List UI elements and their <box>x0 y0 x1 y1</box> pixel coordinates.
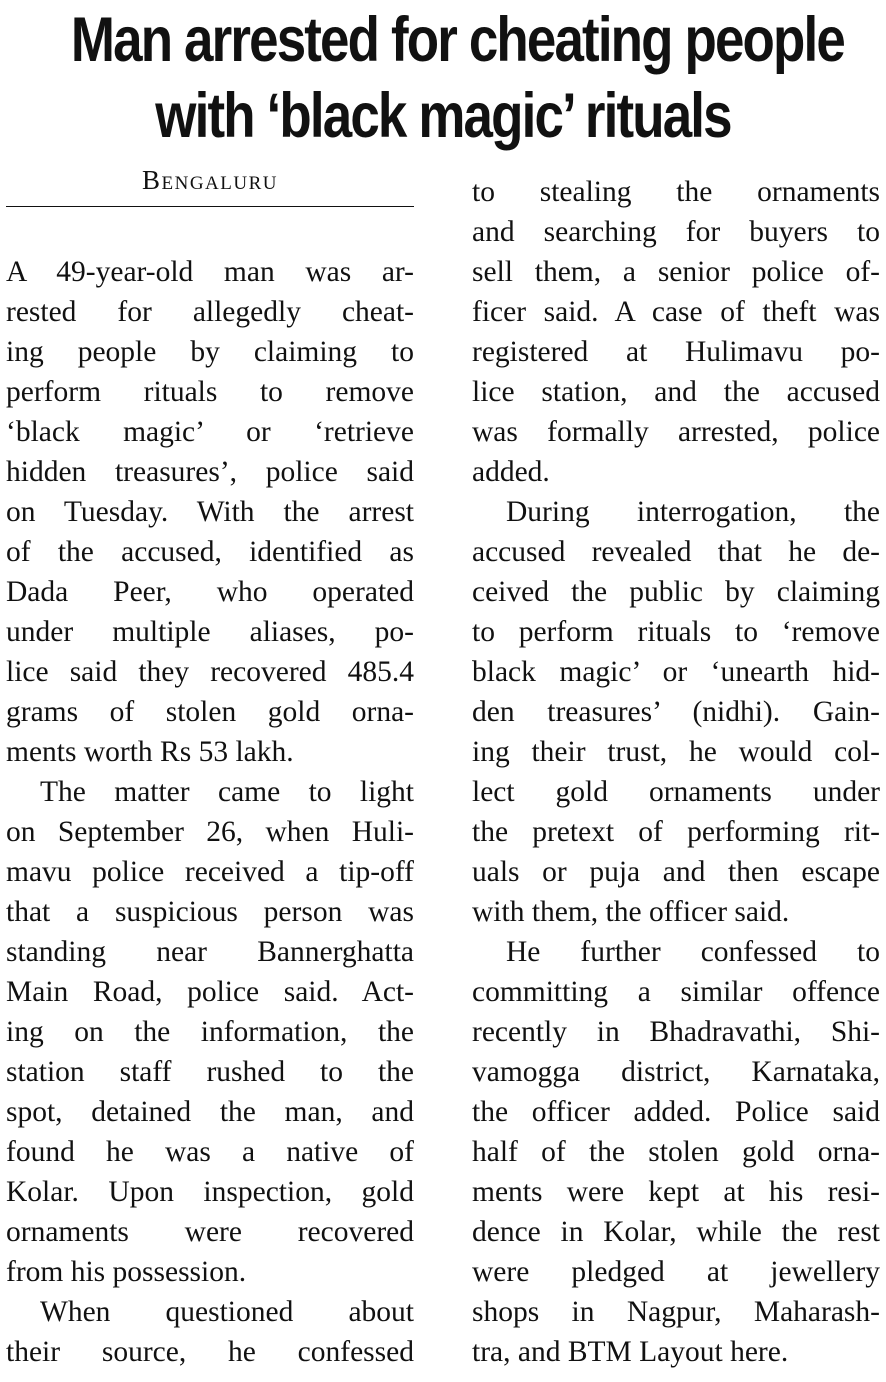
text-line: mavu police received a tip-off <box>6 856 414 888</box>
text-line: from his possession. <box>6 1256 247 1288</box>
text-line: of the accused, identified as <box>6 536 414 568</box>
text-line: committing a similar offence <box>472 976 880 1008</box>
text-line: rested for allegedly cheat- <box>6 296 414 328</box>
text-line: half of the stolen gold orna- <box>472 1136 880 1168</box>
text-line: grams of stolen gold orna- <box>6 696 414 728</box>
text-line: Kolar. Upon inspection, gold <box>6 1176 414 1208</box>
text-line: ceived the public by claiming <box>472 576 880 608</box>
text-line: ing their trust, he would col- <box>472 736 880 768</box>
text-line: sell them, a senior police of- <box>472 256 880 288</box>
text-line: lice said they recovered 485.4 <box>6 656 414 688</box>
text-line: den treasures’ (nidhi). Gain- <box>472 696 880 728</box>
text-line: registered at Hulimavu po- <box>472 336 880 368</box>
text-line: ‘black magic’ or ‘retrieve <box>6 416 414 448</box>
text-line: to perform rituals to ‘remove <box>472 616 880 648</box>
text-line: ornaments were recovered <box>6 1216 414 1248</box>
text-line: the officer added. Police said <box>472 1096 880 1128</box>
text-line: under multiple aliases, po- <box>6 616 414 648</box>
text-line: A 49-year-old man was ar- <box>6 256 414 288</box>
text-line: and searching for buyers to <box>472 216 880 248</box>
text-line: found he was a native of <box>6 1136 414 1168</box>
text-line: vamogga district, Karnataka, <box>472 1056 880 1088</box>
text-line: recently in Bhadravathi, Shi- <box>472 1016 880 1048</box>
text-line: on Tuesday. With the arrest <box>6 496 414 528</box>
text-line: ments were kept at his resi- <box>472 1176 880 1208</box>
dateline: Bengaluru <box>142 165 278 195</box>
article-column-left <box>6 252 414 1372</box>
text-line: perform rituals to remove <box>6 376 414 408</box>
headline-line-1: Man arrested for cheating people <box>70 5 844 75</box>
text-line: ments worth Rs 53 lakh. <box>6 736 294 768</box>
text-line: ing on the information, the <box>6 1016 414 1048</box>
text-line: ficer said. A case of theft was <box>472 296 880 328</box>
text-line: hidden treasures’, police said <box>6 456 414 488</box>
text-line: to stealing the ornaments <box>472 176 880 208</box>
text-line: black magic’ or ‘unearth hid- <box>472 656 880 688</box>
text-line: station staff rushed to the <box>6 1056 414 1088</box>
text-line: ing people by claiming to <box>6 336 414 368</box>
dateline-rule <box>6 206 414 207</box>
text-line: spot, detained the man, and <box>6 1096 414 1128</box>
text-line: tra, and BTM Layout here. <box>472 1336 789 1368</box>
text-line: added. <box>472 456 550 488</box>
text-line: Main Road, police said. Act- <box>6 976 414 1008</box>
text-line: that a suspicious person was <box>6 896 414 928</box>
text-line: lice station, and the accused <box>472 376 880 408</box>
text-line: dence in Kolar, while the rest <box>472 1216 880 1248</box>
text-line: Dada Peer, who operated <box>6 576 414 608</box>
text-line: with them, the officer said. <box>472 896 790 928</box>
text-line: the pretext of performing rit- <box>472 816 880 848</box>
text-line: was formally arrested, police <box>472 416 880 448</box>
text-line: shops in Nagpur, Maharash- <box>472 1296 880 1328</box>
text-line: uals or puja and then escape <box>472 856 880 888</box>
text-line: standing near Bannerghatta <box>6 936 414 968</box>
article-column-right <box>472 172 880 1372</box>
headline <box>70 2 844 154</box>
text-line: During interrogation, the <box>506 496 880 528</box>
text-line: their source, he confessed <box>6 1336 414 1368</box>
headline-line-2: with ‘black magic’ rituals <box>155 81 731 151</box>
text-line: lect gold ornaments under <box>472 776 880 808</box>
text-line: on September 26, when Huli- <box>6 816 414 848</box>
text-line: accused revealed that he de- <box>472 536 880 568</box>
text-line: He further confessed to <box>506 936 880 968</box>
text-line: The matter came to light <box>40 776 414 808</box>
text-line: When questioned about <box>40 1296 414 1328</box>
text-line: were pledged at jewellery <box>472 1256 880 1288</box>
